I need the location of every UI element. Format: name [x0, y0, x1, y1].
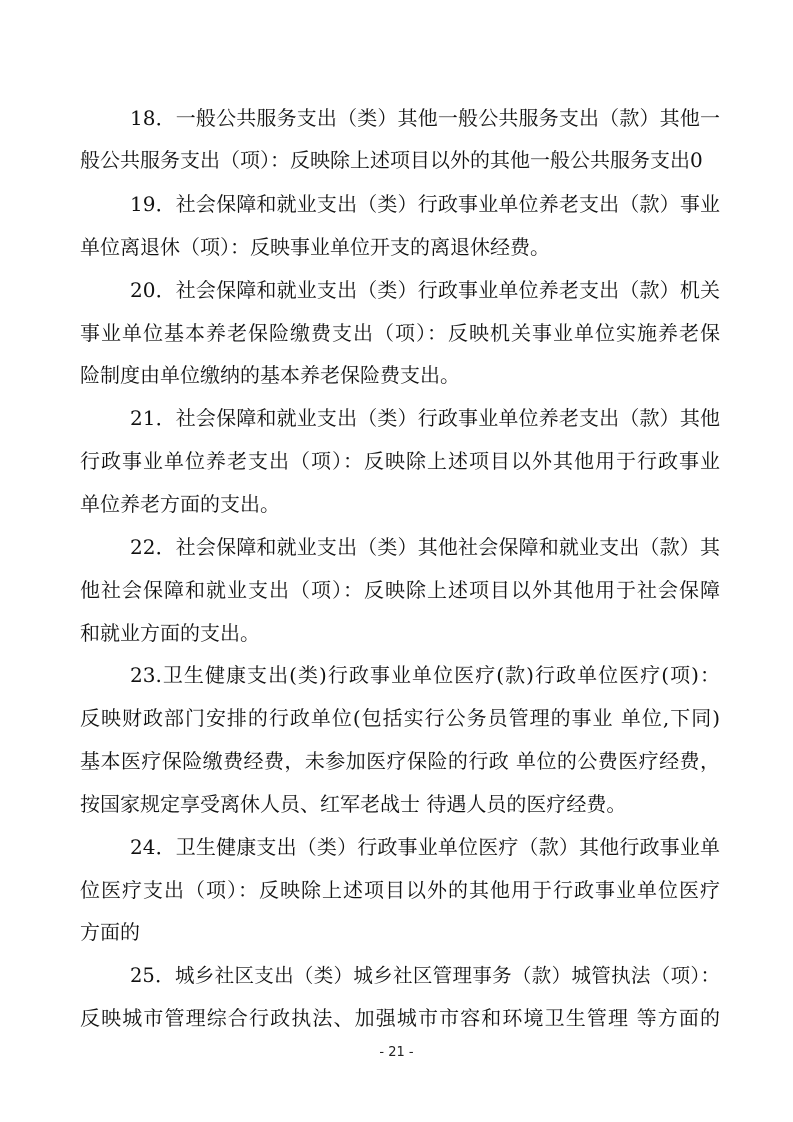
- paragraph-22-line-2: 他社会保障和就业支出（项）：反映除上述项目以外其他用于社会保障: [80, 578, 720, 602]
- paragraph-21-line-2: 行政事业单位养老支出（项）：反映除上述项目以外其他用于行政事业: [80, 449, 720, 473]
- paragraph-18-line-2: 般公共服务支出（项）：反映除上述项目以外的其他一般公共服务支出0: [80, 148, 703, 172]
- page-number: - 21 -: [379, 1045, 414, 1060]
- paragraph-19-line-1: 19．社会保障和就业支出（类）行政事业单位养老支出（款）事业: [130, 192, 720, 216]
- paragraph-23-line-2: 反映财政部门安排的行政单位(包括实行公务员管理的事业 单位,下同): [80, 706, 720, 730]
- paragraph-19-line-2: 单位离退休（项）：反映事业单位开支的离退休经费。: [80, 235, 550, 259]
- paragraph-18-line-1: 18．一般公共服务支出（类）其他一般公共服务支出（款）其他一: [130, 106, 720, 130]
- paragraph-24-line-2: 位医疗支出（项）：反映除上述项目以外的其他用于行政事业单位医疗: [80, 878, 720, 902]
- paragraph-23-line-1: 23.卫生健康支出(类)行政事业单位医疗(款)行政单位医疗(项)：: [130, 663, 720, 687]
- paragraph-20-line-2: 事业单位基本养老保险缴费支出（项）：反映机关事业单位实施养老保: [80, 321, 720, 345]
- paragraph-23-line-4: 按国家规定享受离休人员、红军老战士 待遇人员的医疗经费。: [80, 792, 627, 816]
- paragraph-21-line-1: 21．社会保障和就业支出（类）行政事业单位养老支出（款）其他: [130, 406, 720, 430]
- paragraph-22-line-3: 和就业方面的支出。: [80, 621, 260, 645]
- paragraph-21-line-3: 单位养老方面的支出。: [80, 492, 280, 516]
- paragraph-24-line-1: 24．卫生健康支出（类）行政事业单位医疗（款）其他行政事业单: [130, 835, 720, 859]
- paragraph-25-line-2: 反映城市管理综合行政执法、加强城市市容和环境卫生管理 等方面的: [80, 1006, 720, 1030]
- paragraph-24-line-3: 方面的: [80, 920, 140, 944]
- paragraph-20-line-1: 20．社会保障和就业支出（类）行政事业单位养老支出（款）机关: [130, 278, 720, 302]
- paragraph-23-line-3: 基本医疗保险缴费经费，未参加医疗保险的行政 单位的公费医疗经费，: [80, 749, 720, 773]
- paragraph-20-line-3: 险制度由单位缴纳的基本养老保险费支出。: [80, 363, 460, 387]
- paragraph-25-line-1: 25．城乡社区支出（类）城乡社区管理事务（款）城管执法（项）：: [130, 964, 720, 987]
- paragraph-22-line-1: 22．社会保障和就业支出（类）其他社会保障和就业支出（款）其: [130, 535, 720, 559]
